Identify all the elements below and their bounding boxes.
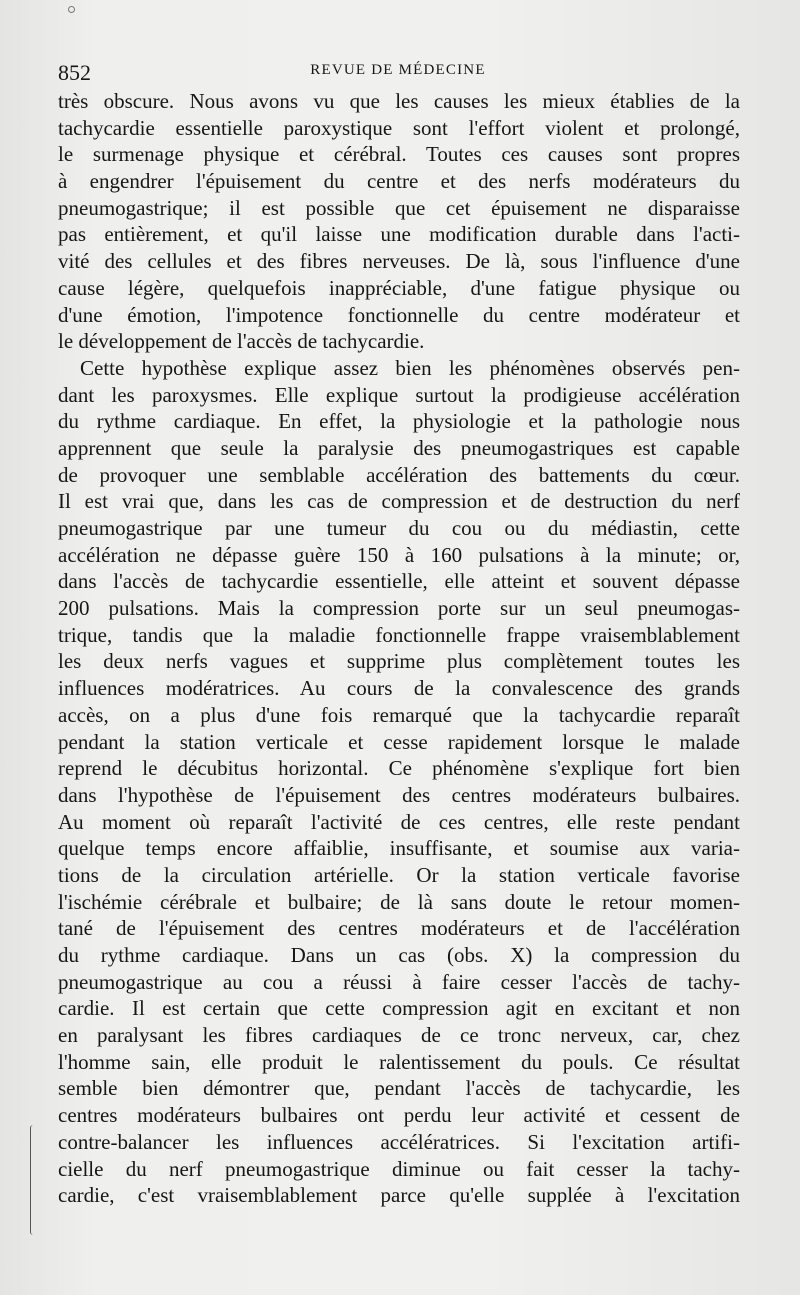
text-line: l'homme sain, elle produit le ralentissement du pouls. Ce résultat bbox=[58, 1049, 740, 1074]
text-line: cause légère, quelquefois inappréciable, d'une fatigue physique ou bbox=[58, 275, 740, 300]
text-line: contre-balancer les influences accélératrices. Si l'excitation artifi- bbox=[58, 1129, 740, 1154]
text-line: tachycardie essentielle paroxystique sont l'effort violent et prolongé, bbox=[58, 115, 740, 140]
text-line: pneumogastrique; il est possible que cet épuisement ne disparaisse bbox=[58, 195, 740, 220]
text-line: accélération ne dépasse guère 150 à 160 pulsations à la minute; or, bbox=[58, 542, 740, 567]
text-line: tions de la circulation artérielle. Or la station verticale favorise bbox=[58, 862, 740, 887]
text-line: apprennent que seule la paralysie des pneumogastriques est capable bbox=[58, 435, 740, 460]
body-text bbox=[58, 88, 740, 1209]
text-line: cardie. Il est certain que cette compression agit en excitant et non bbox=[58, 996, 740, 1021]
text-line: dans l'accès de tachycardie essentielle, elle atteint et souvent dépasse bbox=[58, 569, 740, 594]
text-line: l'ischémie cérébrale et bulbaire; de là sans doute le retour momen- bbox=[58, 889, 740, 914]
text-line: cielle du nerf pneumogastrique diminue ou fait cesser la tachy- bbox=[58, 1156, 740, 1181]
text-line: pas entièrement, et qu'il laisse une modification durable dans l'acti- bbox=[58, 222, 740, 247]
paragraph-2 bbox=[58, 355, 740, 1209]
text-line: dant les paroxysmes. Elle explique surtout la prodigieuse accélération bbox=[58, 382, 740, 407]
text-line: en paralysant les fibres cardiaques de ce tronc nerveux, car, chez bbox=[58, 1023, 740, 1048]
text-line: cardie, c'est vraisemblablement parce qu'elle supplée à l'excitation bbox=[58, 1183, 740, 1208]
text-line: de provoquer une semblable accélération des battements du cœur. bbox=[58, 462, 740, 487]
text-line: le développement de l'accès de tachycardie. bbox=[58, 329, 425, 354]
text-line: Il est vrai que, dans les cas de compression et de destruction du nerf bbox=[58, 489, 740, 514]
text-line: accès, on a plus d'une fois remarqué que la tachycardie reparaît bbox=[58, 702, 740, 727]
paragraph-1 bbox=[58, 88, 740, 355]
margin-pencil-mark bbox=[30, 1125, 37, 1235]
text-line: très obscure. Nous avons vu que les causes les mieux établies de la bbox=[58, 89, 740, 113]
text-line: semble bien démontrer que, pendant l'accès de tachycardie, les bbox=[58, 1076, 740, 1101]
text-line: 200 pulsations. Mais la compression porte sur un seul pneumogas- bbox=[58, 596, 740, 621]
text-line: tané de l'épuisement des centres modérateurs et de l'accélération bbox=[58, 916, 740, 941]
scan-speck bbox=[68, 6, 75, 13]
text-line: reprend le décubitus horizontal. Ce phénomène s'explique fort bien bbox=[58, 756, 740, 781]
text-line: du rythme cardiaque. Dans un cas (obs. X) la compression du bbox=[58, 943, 740, 967]
text-line: le surmenage physique et cérébral. Toutes ces causes sont propres bbox=[58, 142, 740, 167]
text-line: les deux nerfs vagues et supprime plus complètement toutes les bbox=[58, 649, 740, 674]
text-line: pneumogastrique par une tumeur du cou ou du médiastin, cette bbox=[58, 516, 740, 540]
text-line: influences modératrices. Au cours de la convalescence des grands bbox=[58, 676, 740, 701]
text-line: Cette hypothèse explique assez bien les phénomènes observés pen- bbox=[80, 355, 740, 380]
text-line: trique, tandis que la maladie fonctionnelle frappe vraisemblablement bbox=[58, 622, 740, 647]
text-line: Au moment où reparaît l'activité de ces centres, elle reste pendant bbox=[58, 809, 740, 834]
journal-title: REVUE DE MÉDECINE bbox=[310, 62, 486, 78]
text-line: d'une émotion, l'impotence fonctionnelle du centre modérateur et bbox=[58, 302, 740, 327]
text-line: à engendrer l'épuisement du centre et des nerfs modérateurs du bbox=[58, 169, 740, 194]
text-line: quelque temps encore affaiblie, insuffisante, et soumise aux varia- bbox=[58, 836, 740, 861]
text-line: du rythme cardiaque. En effet, la physiologie et la pathologie nous bbox=[58, 409, 740, 434]
text-line: pneumogastrique au cou a réussi à faire cesser l'accès de tachy- bbox=[58, 969, 740, 994]
text-line: dans l'hypothèse de l'épuisement des centres modérateurs bulbaires. bbox=[58, 782, 740, 807]
text-line: centres modérateurs bulbaires ont perdu leur activité et cessent de bbox=[58, 1103, 740, 1128]
text-line: pendant la station verticale et cesse rapidement lorsque le malade bbox=[58, 729, 740, 754]
page-number: 852 bbox=[58, 60, 91, 85]
text-line: vité des cellules et des fibres nerveuses. De là, sous l'influence d'une bbox=[58, 249, 740, 274]
running-head bbox=[58, 60, 738, 90]
